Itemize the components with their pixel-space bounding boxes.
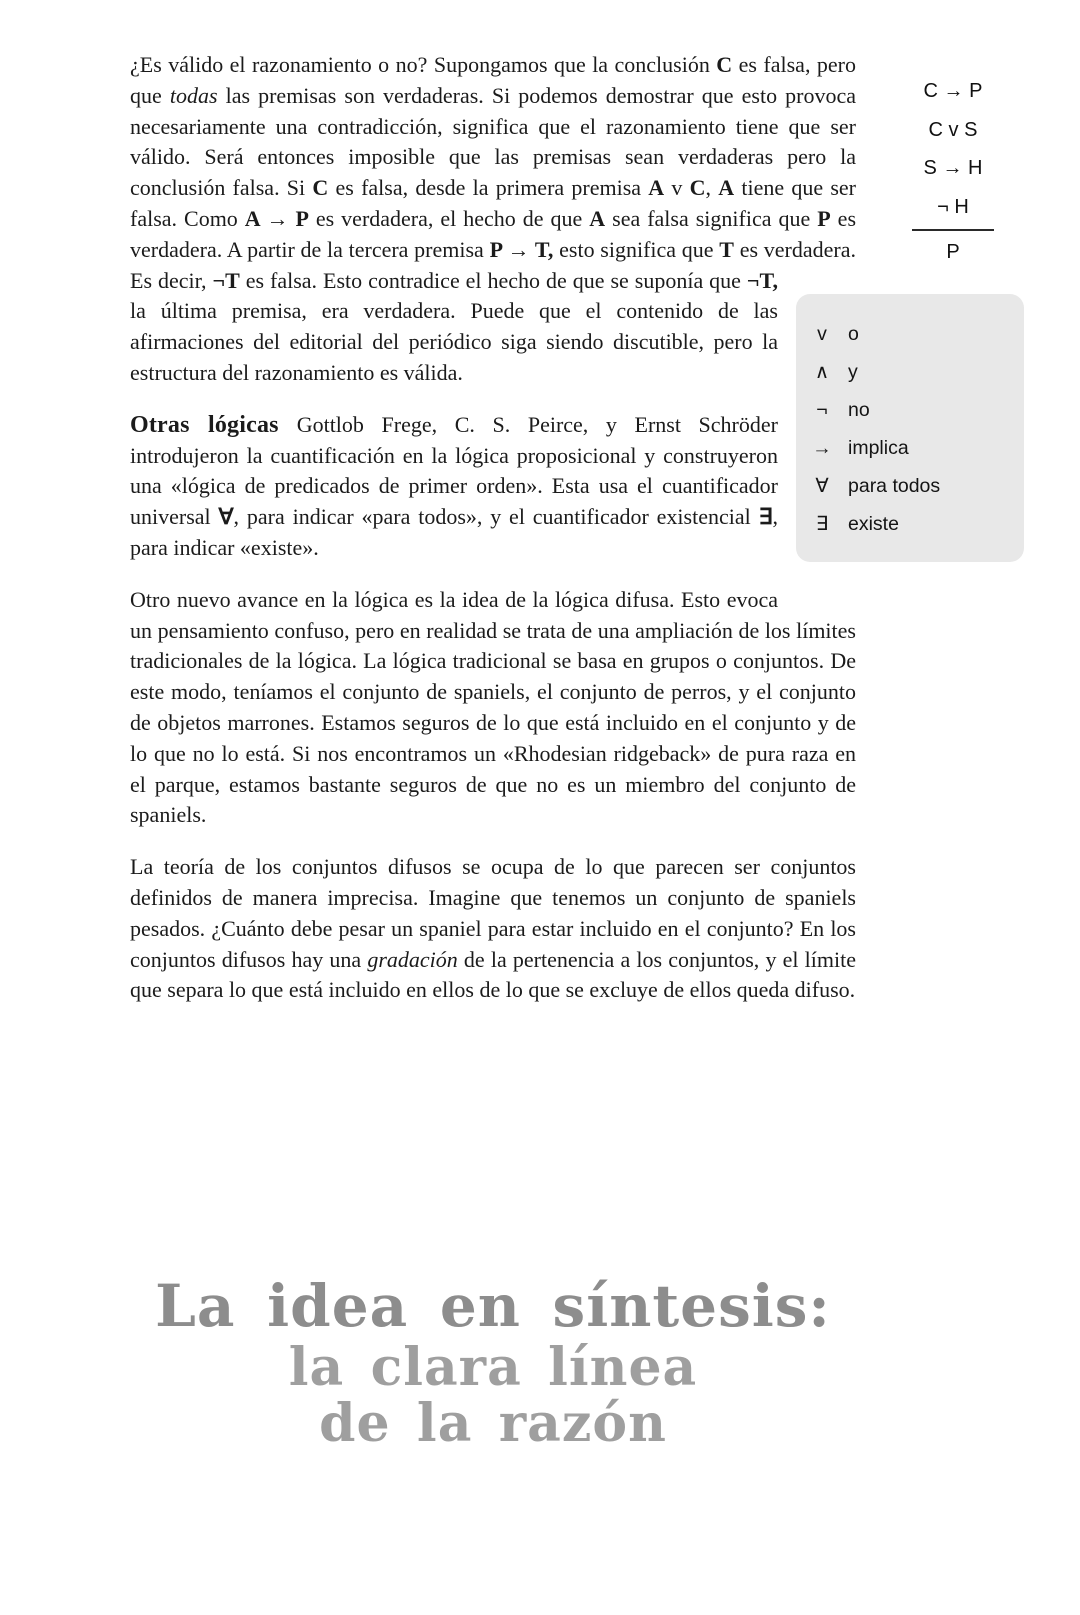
- proof-premise-3: S → H: [923, 157, 983, 179]
- paragraph-text: la última premisa, era verdadera. Puede que el contenido de las afirmaciones del editorial del periódico siga siendo discutible, pero la estructura del razonamiento es válida.: [130, 298, 778, 385]
- forall-symbol: ∀: [815, 475, 829, 498]
- implies-meaning: implica: [848, 437, 909, 460]
- symbol-row-forall: [796, 468, 1024, 506]
- key-idea-line-3: de la razón: [319, 1393, 667, 1454]
- proof-premise-2: C v S: [928, 118, 978, 141]
- paragraph-fuzzy-intro: [130, 585, 856, 831]
- symbol-row-exists: [796, 506, 1024, 544]
- implies-symbol: →: [812, 437, 832, 460]
- proof-premise-1: C → P: [923, 80, 983, 102]
- not-symbol: ¬: [816, 399, 828, 422]
- and-symbol: ∧: [814, 361, 830, 384]
- key-idea-heading: [130, 1272, 856, 1452]
- key-idea-line-1: La idea en síntesis:: [155, 1272, 831, 1340]
- not-meaning: no: [848, 399, 870, 422]
- symbol-row-implies: [796, 430, 1024, 468]
- logic-symbols-legend-box: [796, 294, 1024, 562]
- paragraph-fuzzy-sets: [130, 852, 856, 1006]
- paragraph-text: ¿Es válido el razonamiento o no? Supongamos que la conclusión C es falsa, pero que todas las premisas son verdaderas. Si podemos demostrar que esto provoca necesariamente una contradicción, significa que el razonamiento tiene que ser válido. Será entonces imposible que las premisas sean verdaderas pero la conclusión falsa. Si C es falsa, desde la primera premisa A v C, A tiene que ser falsa. Como A → P es verdadera, el hecho de que A sea falsa significa que P es verdadera. A partir de la tercera premisa P → T, esto significa que T es verdadera. Es decir, ¬T es falsa. Esto contradice el hecho de que se suponía que ¬T,: [130, 52, 857, 293]
- paragraph-otras-logicas: [130, 410, 856, 564]
- and-meaning: y: [848, 361, 858, 384]
- symbol-row-and: [796, 354, 1024, 392]
- paragraph-text: Gottlob Frege, C. S. Peirce, y Ernst Schröder introdujeron la cuantificación en la lógica proposicional y construyeron una «lógica de predicados de primer orden». Esta usa el cuantificador universal ∀, para indicar «para todos», y el cuantificador existencial ∃, para indicar «existe».: [130, 411, 778, 560]
- or-meaning: o: [848, 323, 859, 346]
- margin-proof: [908, 72, 998, 271]
- article-body: [130, 50, 941, 1027]
- or-symbol: v: [817, 323, 827, 346]
- proof-premise-4: ¬ H: [937, 195, 969, 218]
- section-heading-otras-logicas: Otras lógicas: [130, 411, 279, 438]
- proof-conclusion: P: [946, 241, 960, 263]
- forall-meaning: para todos: [848, 475, 941, 498]
- exists-symbol: ∃: [815, 513, 829, 536]
- symbol-row-or: [796, 316, 1024, 354]
- paragraph-text: La teoría de los conjuntos difusos se ocupa de lo que parecen ser conjuntos definidos de manera imprecisa. Imagine que tenemos un conjunto de spaniels pesados. ¿Cuánto debe pesar un spaniel para estar incluido en el conjunto? En los conjuntos difusos hay una gradación de la pertenencia a los conjuntos, y el límite que separa lo que está incluido en ellos de lo que se excluye de ellos queda difuso.: [130, 854, 856, 1003]
- paragraph-text: Otro nuevo avance en la lógica es la idea de la lógica difusa. Esto evoca un pensamiento confuso, pero en realidad se trata de una ampliación de los límites tradicionales de la lógica. La lógica tradicional se basa en grupos o conjuntos. De este modo, teníamos el conjunto de spaniels, el conjunto de perros, y el conjunto de objetos marrones. Estamos seguros de lo que está incluido en el conjunto y de lo que no lo está. Si nos encontramos un «Rhodesian ridgeback» de pura raza en el parque, estamos bastante seguros de que no es un miembro del conjunto de spaniels.: [130, 586, 856, 828]
- key-idea-line-2: la clara línea: [288, 1337, 698, 1398]
- exists-meaning: existe: [848, 513, 899, 536]
- symbol-row-not: [796, 392, 1024, 430]
